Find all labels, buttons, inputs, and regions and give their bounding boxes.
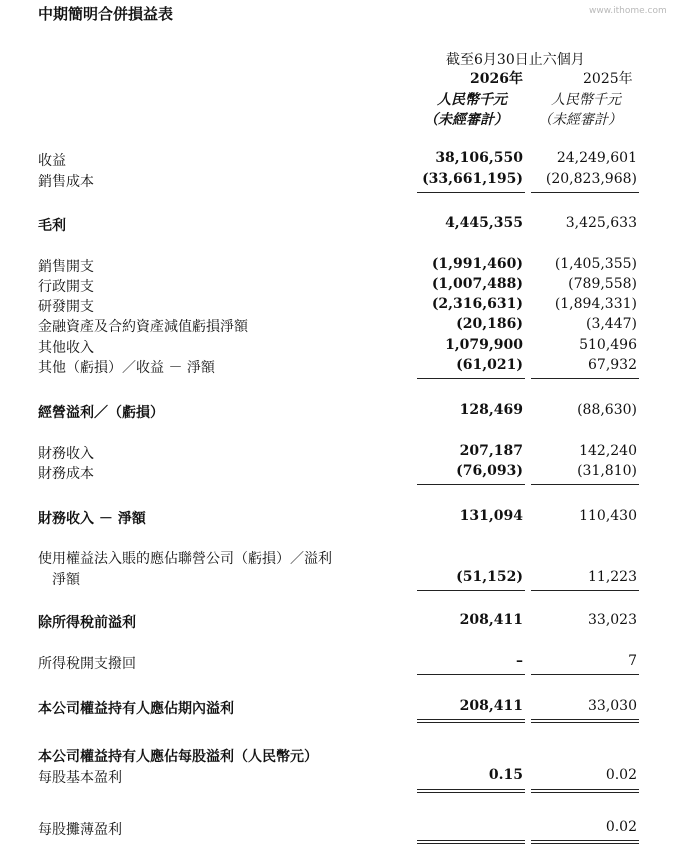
col-2026-year: 2026年	[470, 71, 523, 87]
value-2025-finance-costs: (31,810)	[577, 463, 637, 479]
period-header: 截至6月30日止六個月	[446, 52, 585, 68]
row-label-eps-heading: 本公司權益持有人應佔每股溢利（人民幣元）	[38, 749, 318, 765]
double-rule-2025	[531, 789, 639, 793]
value-2026-finance-income-net: 131,094	[459, 508, 523, 524]
double-rule-2026	[417, 789, 525, 793]
col-2025-year: 2025年	[583, 71, 633, 87]
row-label-rd-expenses: 研發開支	[38, 299, 94, 315]
value-2025-finance-income: 142,240	[579, 443, 637, 459]
value-2025-revenue: 24,249,601	[556, 150, 637, 166]
value-2025-finance-income-net: 110,430	[579, 508, 637, 524]
row-label-finance-income-net: 財務收入 － 淨額	[38, 511, 146, 527]
col-2026-unit: 人民幣千元	[437, 92, 507, 108]
row-label-operating-profit: 經營溢利／（虧損）	[38, 405, 164, 421]
rule-2025	[531, 378, 639, 379]
row-label-income-tax: 所得稅開支撥回	[38, 656, 136, 672]
row-label-basic-eps: 每股基本盈利	[38, 770, 122, 786]
value-2025-other-gains-net: 67,932	[588, 357, 637, 373]
double-rule-2026	[417, 840, 525, 844]
value-2025-impairment-losses: (3,447)	[585, 316, 637, 332]
row-label-finance-costs: 財務成本	[38, 466, 94, 482]
value-2026-revenue: 38,106,550	[435, 150, 523, 166]
col-2025-note: （未經審計）	[538, 112, 622, 128]
value-2026-profit-for-period: 208,411	[459, 698, 523, 714]
rule-2025	[531, 590, 639, 591]
value-2025-admin-expenses: (789,558)	[568, 276, 637, 292]
row-label-profit-for-period: 本公司權益持有人應佔期內溢利	[38, 701, 234, 717]
double-rule-2026	[417, 719, 525, 723]
value-2026-other-gains-net: (61,021)	[456, 357, 523, 373]
value-2025-profit-for-period: 33,030	[588, 698, 637, 714]
value-2026-basic-eps: 0.15	[488, 767, 523, 783]
value-2025-selling-expenses: (1,405,355)	[554, 256, 637, 272]
value-2026-finance-income: 207,187	[459, 443, 523, 459]
value-2026-profit-before-tax: 208,411	[459, 612, 523, 628]
row-label-selling-expenses: 銷售開支	[38, 259, 94, 275]
value-2026-other-income: 1,079,900	[445, 337, 523, 353]
rule-2025	[531, 192, 639, 193]
rule-2026	[417, 590, 525, 591]
value-2026-cost-of-sales: (33,661,195)	[422, 171, 523, 187]
value-2026-finance-costs: (76,093)	[456, 463, 523, 479]
value-2025-share-of-associates: 11,223	[588, 569, 637, 585]
row-label-cost-of-sales: 銷售成本	[38, 174, 94, 190]
value-2025-other-income: 510,496	[579, 337, 637, 353]
value-2026-admin-expenses: (1,007,488)	[431, 276, 523, 292]
row-label-impairment-losses: 金融資產及合約資產減值虧損淨額	[38, 319, 248, 335]
row-label-admin-expenses: 行政開支	[38, 279, 94, 295]
double-rule-2025	[531, 840, 639, 844]
page-title: 中期簡明合併損益表	[38, 5, 174, 23]
value-2025-profit-before-tax: 33,023	[588, 612, 637, 628]
value-2025-gross-profit: 3,425,633	[565, 215, 637, 231]
value-2026-operating-profit: 128,469	[459, 402, 523, 418]
rule-2026	[417, 192, 525, 193]
rule-2026	[417, 484, 525, 485]
row-label-gross-profit: 毛利	[38, 218, 66, 234]
rule-2025	[531, 674, 639, 675]
value-2025-basic-eps: 0.02	[605, 767, 637, 783]
row-label-profit-before-tax: 除所得稅前溢利	[38, 615, 136, 631]
col-2026-note: （未經審計）	[424, 112, 508, 128]
value-2025-cost-of-sales: (20,823,968)	[545, 171, 637, 187]
value-2026-rd-expenses: (2,316,631)	[431, 296, 523, 312]
row-label-other-income: 其他收入	[38, 340, 94, 356]
row-label-share-of-associates: 使用權益法入賬的應佔聯營公司（虧損）／溢利	[38, 551, 332, 567]
double-rule-2025	[531, 719, 639, 723]
value-2025-rd-expenses: (1,894,331)	[554, 296, 637, 312]
rule-2025	[531, 484, 639, 485]
value-2026-gross-profit: 4,445,355	[445, 215, 523, 231]
watermark: www.ithome.com	[589, 6, 667, 16]
row-label-other-gains-net: 其他（虧損）／收益 － 淨額	[38, 360, 215, 376]
rule-2026	[417, 674, 525, 675]
value-2026-share-of-associates: (51,152)	[456, 569, 523, 585]
row-label-revenue: 收益	[38, 153, 66, 169]
row-label-share-of-associates-cont: 淨額	[52, 572, 80, 588]
rule-2026	[417, 378, 525, 379]
row-label-finance-income: 財務收入	[38, 446, 94, 462]
value-2025-operating-profit: (88,630)	[577, 402, 637, 418]
value-2026-impairment-losses: (20,186)	[456, 316, 523, 332]
value-2026-selling-expenses: (1,991,460)	[431, 256, 523, 272]
value-2025-diluted-eps: 0.02	[605, 819, 637, 835]
value-2026-income-tax: –	[516, 653, 523, 669]
value-2025-income-tax: 7	[628, 653, 637, 669]
col-2025-unit: 人民幣千元	[551, 92, 621, 108]
row-label-diluted-eps: 每股攤薄盈利	[38, 822, 122, 838]
